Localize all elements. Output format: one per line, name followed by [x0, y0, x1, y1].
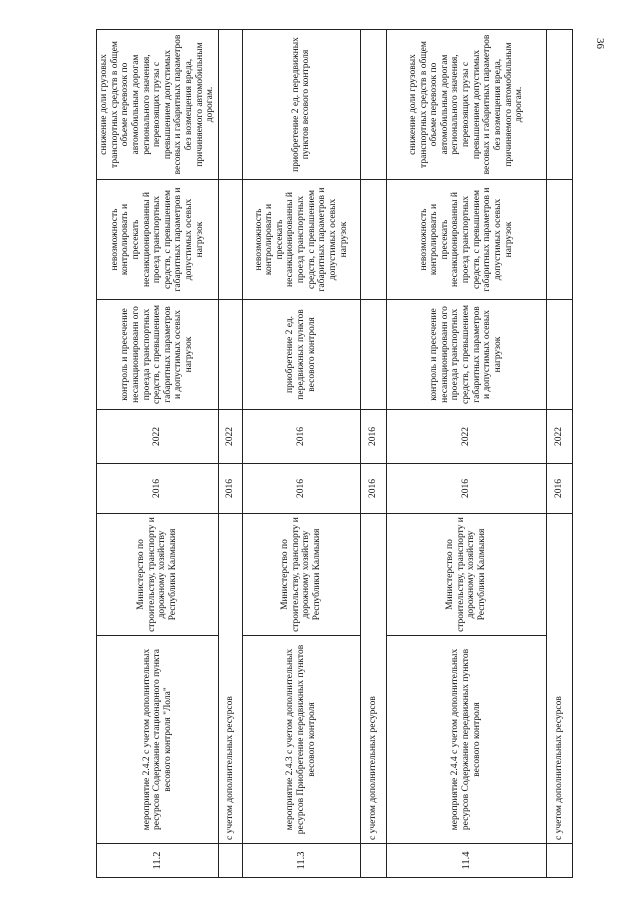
page-number: 36: [594, 38, 606, 49]
consequence-cell: невозможность контролировать и пресекать несанкционированны й проезд транспортных средств, с превышением габаритных параметров и допустимых осевых нагрузок: [386, 180, 546, 300]
indicator-link-cell: приобретение 2 ед. передвижных пунктов весового контроля: [242, 30, 360, 180]
start-year-cell: 2016: [386, 464, 546, 514]
start-year-cell: 2016: [218, 464, 242, 514]
row-number: 11.2: [97, 844, 219, 878]
result-cell: контроль и пресечение несанкционированн ого проезда транспортных средств, с превышением габаритных параметров и допустимых осевых нагрузок: [386, 300, 546, 410]
executor-cell: Министерство по строительству, транспорту и дорожному хозяйству Республики Калмыкия: [386, 514, 546, 636]
start-year-cell: 2016: [97, 464, 219, 514]
executor-cell: Министерство по строительству, транспорту и дорожному хозяйству Республики Калмыкия: [97, 514, 219, 636]
table-row: [546, 30, 572, 878]
end-year-cell: 2022: [386, 410, 546, 464]
end-year-cell: 2022: [218, 410, 242, 464]
end-year-cell: 2016: [360, 410, 386, 464]
event-cell: с учетом дополнительных ресурсов: [218, 514, 242, 844]
event-cell: мероприятие 2.4.2 с учетом дополнительных ресурсов Содержание стационарного пункта весового контроля "Лола": [97, 636, 219, 844]
row-number: 11.3: [242, 844, 360, 878]
table-row: [218, 30, 242, 878]
start-year-cell: 2016: [242, 464, 360, 514]
table-row: [97, 30, 219, 878]
executor-cell: Министерство по строительству, транспорту и дорожному хозяйству Республики Калмыкия: [242, 514, 360, 636]
rotated-page-content: [96, 30, 566, 878]
event-cell: с учетом дополнительных ресурсов: [360, 514, 386, 844]
result-cell: контроль и пресечение несанкционированн ого проезда транспортных средств, с превышением габаритных параметров и допустимых осевых нагрузок: [97, 300, 219, 410]
indicator-link-cell: снижение доли грузовых транспортных средств в общем объеме перевозок по автомобильным дорогам регионального значения, перевозящих грузы с превышением допустимых весовых и габаритных параметров без возмещения вреда, причиняемого автомобильным дорогам.: [97, 30, 219, 180]
row-number: 11.4: [386, 844, 546, 878]
table-row: [242, 30, 360, 878]
start-year-cell: 2016: [546, 464, 572, 514]
consequence-cell: невозможность контролировать и пресекать несанкционированны й проезд транспортных средств, с превышением габаритных параметров и допустимых осевых нагрузок: [242, 180, 360, 300]
result-cell: приобретение 2 ед. передвижных пунктов весового контроля: [242, 300, 360, 410]
end-year-cell: 2016: [242, 410, 360, 464]
table-row: [360, 30, 386, 878]
indicator-link-cell: снижение доли грузовых транспортных средств в общем объеме перевозок по автомобильным дорогам регионального значения, перевозящих грузы с превышением допустимых весовых и габаритных параметров без возмещения вреда, причиняемого автомобильным дорогам.: [386, 30, 546, 180]
end-year-cell: 2022: [97, 410, 219, 464]
event-cell: с учетом дополнительных ресурсов: [546, 514, 572, 844]
event-cell: мероприятие 2.4.3 с учетом дополнительных ресурсов Приобретение передвижных пунктов весового контроля: [242, 636, 360, 844]
measures-table: [96, 29, 573, 878]
start-year-cell: 2016: [360, 464, 386, 514]
consequence-cell: невозможность контролировать и пресекать несанкционированны й проезд транспортных средств, с превышением габаритных параметров и допустимых осевых нагрузок: [97, 180, 219, 300]
end-year-cell: 2022: [546, 410, 572, 464]
table-row: [386, 30, 546, 878]
event-cell: мероприятие 2.4.4 с учетом дополнительных ресурсов Содержание передвижных пунктов весового контроля: [386, 636, 546, 844]
